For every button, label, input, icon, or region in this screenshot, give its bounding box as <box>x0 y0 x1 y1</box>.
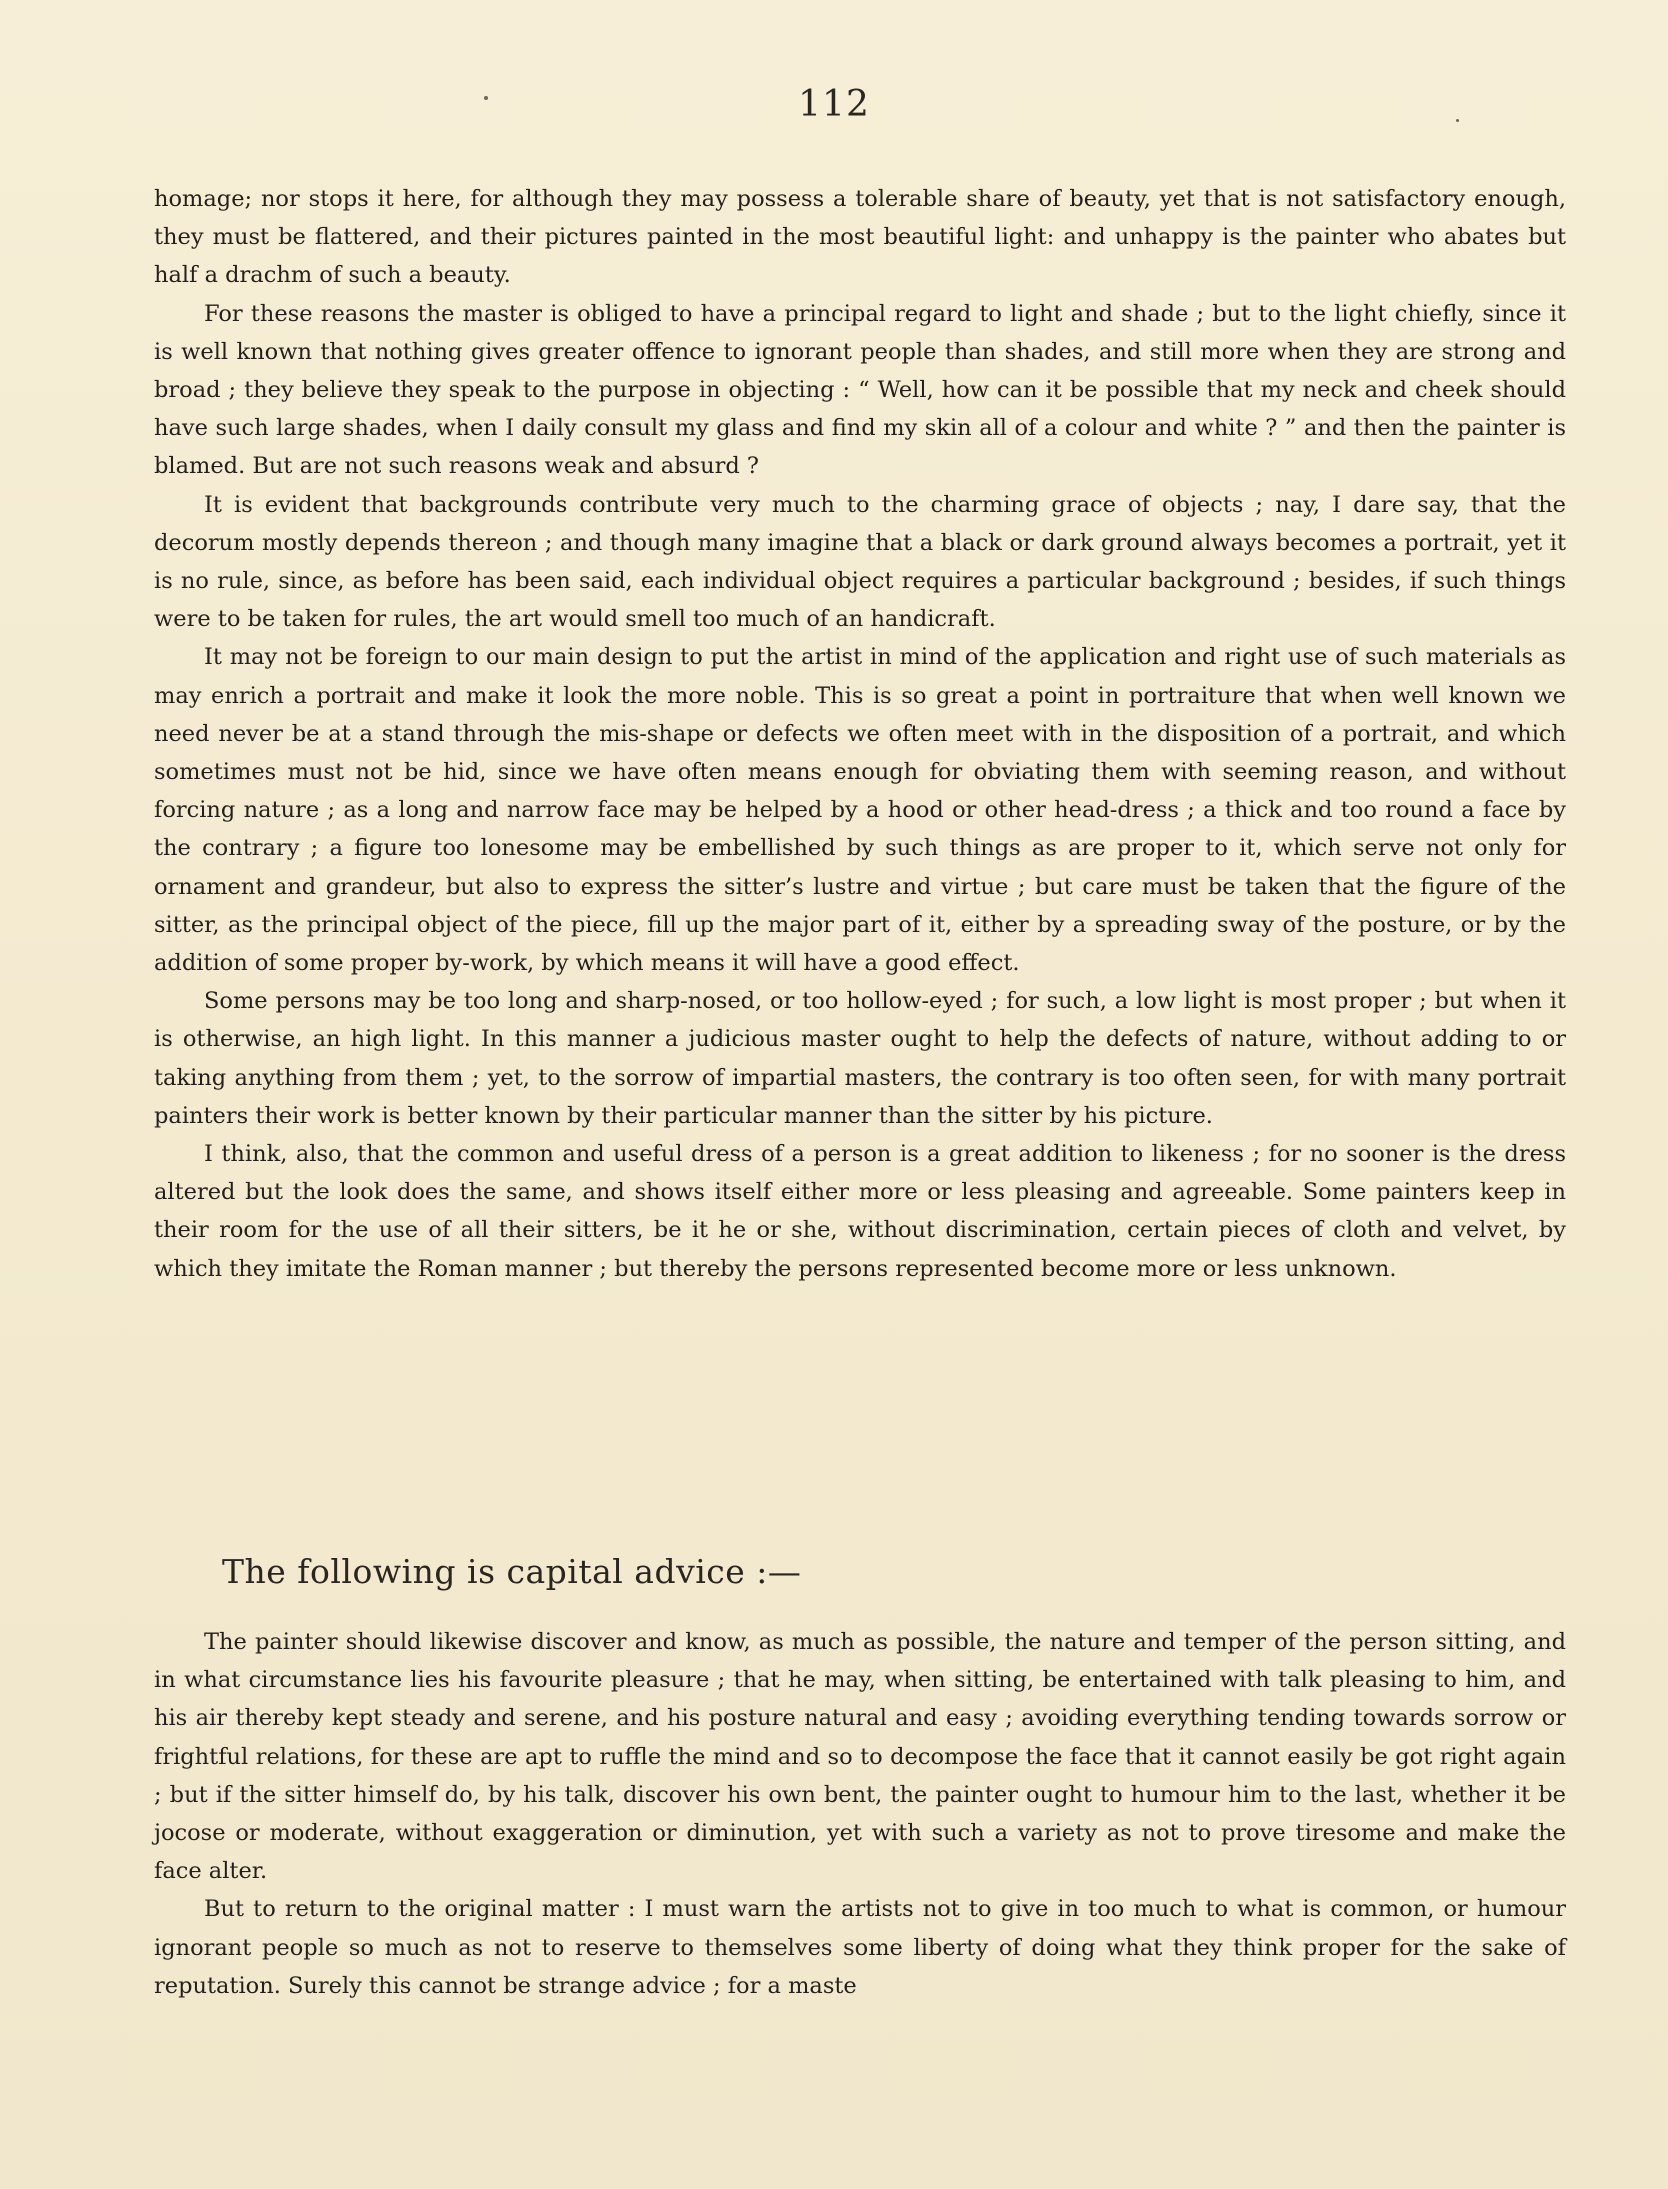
section-subheading: The following is capital advice :— <box>222 1552 802 1591</box>
paragraph: It may not be foreign to our main design to put the artist in mind of the application and right use of such materials as may enrich a portrait and make it look the more noble. This is so great a point in portraiture that when well known we need never be at a stand through the mis-shape or defects we often meet with in the disposition of a portrait, and which sometimes must not be hid, since we have often means enough for obviating them with seeming reason, and without forcing nature ; as a long and narrow face may be helped by a hood or other head-dress ; a thick and too round a face by the contrary ; a figure too lonesome may be embellished by such things as are proper to it, which serve not only for ornament and grandeur, but also to express the sitter’s lustre and virtue ; but care must be taken that the figure of the sitter, as the principal object of the piece, fill up the major part of it, either by a spreading sway of the posture, or by the addition of some proper by-work, by which means it will have a good effect. <box>154 644 1566 977</box>
paragraph: homage; nor stops it here, for although they may possess a tolerable share of beauty, yet that is not satisfactory enough, they must be flattered, and their pictures painted in the most beautiful light: and unhappy is the painter who abates but half a drachm of such a beauty. <box>154 186 1566 289</box>
body-text-lower <box>154 1623 1566 2005</box>
body-text-upper <box>154 180 1566 1288</box>
paragraph: But to return to the original matter : I must warn the artists not to give in too much to what is common, or humour ignorant people so much as not to reserve to themselves some liberty of doing what they think proper for the sake of reputation. Surely this cannot be strange advice ; for a maste <box>154 1896 1566 1999</box>
page-number: 112 <box>798 84 870 125</box>
paragraph: The painter should likewise discover and know, as much as possible, the nature and temper of the person sitting, and in what circumstance lies his favourite pleasure ; that he may, when sitting, be entertained with talk pleasing to him, and his air thereby kept steady and serene, and his posture natural and easy ; avoiding everything tending towards sorrow or frightful relations, for these are apt to ruffle the mind and so to decompose the face that it cannot easily be got right again ; but if the sitter himself do, by his talk, discover his own bent, the painter ought to humour him to the last, whether it be jocose or moderate, without exaggeration or diminution, yet with such a variety as not to prove tiresome and make the face alter. <box>154 1629 1566 1885</box>
paragraph: For these reasons the master is obliged to have a principal regard to light and shade ; but to the light chiefly, since it is well known that nothing gives greater offence to ignorant people than shades, and still more when they are strong and broad ; they believe they speak to the purpose in objecting : “ Well, how can it be possible that my neck and cheek should have such large shades, when I daily consult my glass and find my skin all of a colour and white ? ” and then the painter is blamed. But are not such reasons weak and absurd ? <box>154 300 1566 480</box>
paragraph: I think, also, that the common and useful dress of a person is a great addition to likeness ; for no sooner is the dress altered but the look does the same, and shows itself either more or less pleasing and agreeable. Some painters keep in their room for the use of all their sitters, be it he or she, without discrimination, certain pieces of cloth and velvet, by which they imitate the Roman manner ; but thereby the persons represented become more or less unknown. <box>154 1141 1566 1282</box>
paragraph: It is evident that backgrounds contribute very much to the charming grace of objects ; nay, I dare say, that the decorum mostly depends thereon ; and though many imagine that a black or dark ground always becomes a portrait, yet it is no rule, since, as before has been said, each individual object requires a particular background ; besides, if such things were to be taken for rules, the art would smell too much of an handicraft. <box>154 491 1566 633</box>
paragraph: Some persons may be too long and sharp-nosed, or too hollow-eyed ; for such, a low light is most proper ; but when it is otherwise, an high light. In this manner a judicious master ought to help the defects of nature, without adding to or taking anything from them ; yet, to the sorrow of impartial masters, the contrary is too often seen, for with many portrait painters their work is better known by their particular manner than the sitter by his picture. <box>154 988 1566 1129</box>
